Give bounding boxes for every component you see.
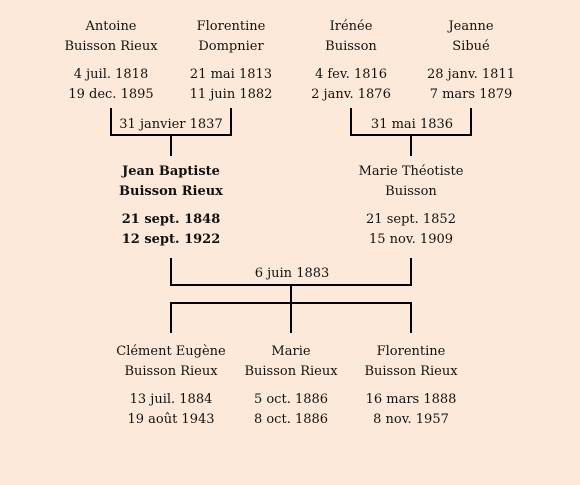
person-dates [346,390,476,430]
birth-date: 4 juil. 1818 [73,67,149,82]
birth-date: 21 mai 1813 [189,67,273,82]
person-clement-eugene-buisson-rieux [106,342,236,430]
person-first-name: Marie [271,344,311,359]
death-date: 7 mars 1879 [429,87,513,102]
death-date: 15 nov. 1909 [368,232,454,247]
person-first-name: Irénée [329,19,373,34]
person-first-name: Antoine [85,19,137,34]
death-date: 19 août 1943 [127,412,215,427]
person-last-name: Buisson Rieux [119,184,223,199]
person-last-name: Sibué [452,39,490,54]
marriage-date-parents: 6 juin 1883 [246,266,338,282]
gp1-right-drop [230,108,232,136]
person-florentine-dompnier [166,17,296,105]
person-first-name: Jean Baptiste [122,164,220,179]
death-date: 8 oct. 1886 [253,412,329,427]
birth-date: 21 sept. 1852 [366,212,456,227]
person-dates [106,210,236,250]
person-last-name: Buisson Rieux [64,39,158,54]
gp2-left-drop [350,108,352,136]
person-last-name: Buisson Rieux [364,364,458,379]
person-jean-baptiste-buisson-rieux [106,162,236,250]
birth-date: 21 sept. 1848 [121,212,221,227]
person-dates [226,390,356,430]
person-dates [46,65,176,105]
person-first-name: Jeanne [448,19,494,34]
person-first-name: Florentine [376,344,446,359]
death-date: 11 juin 1882 [189,87,273,102]
death-date: 12 sept. 1922 [121,232,221,247]
death-date: 8 nov. 1957 [373,412,449,427]
person-first-name: Marie Théotiste [358,164,464,179]
person-marie-buisson-rieux [226,342,356,430]
child3-drop [410,302,412,333]
person-dates [346,210,476,250]
marriage-date-gp1: 31 janvier 1837 [116,117,226,133]
death-date: 19 dec. 1895 [68,87,154,102]
person-irenee-buisson [286,17,416,105]
parent-left-drop [170,258,172,286]
person-first-name: Florentine [196,19,266,34]
person-last-name: Buisson [325,39,377,54]
person-antoine-buisson-rieux [46,17,176,105]
person-marie-theotiste-buisson [346,162,476,250]
birth-date: 13 juil. 1884 [129,392,213,407]
parent-right-drop [410,258,412,286]
gp2-to-mother [410,134,412,156]
child1-drop [170,302,172,333]
gp1-to-father [170,134,172,156]
person-dates [166,65,296,105]
person-last-name: Dompnier [198,39,264,54]
birth-date: 4 fev. 1816 [314,67,388,82]
person-dates [286,65,416,105]
person-dates [106,390,236,430]
birth-date: 5 oct. 1886 [253,392,329,407]
person-last-name: Buisson Rieux [124,364,218,379]
birth-date: 16 mars 1888 [365,392,457,407]
person-jeanne-sibue [406,17,536,105]
marriage-date-gp2: 31 mai 1836 [360,117,464,133]
death-date: 2 janv. 1876 [311,87,391,102]
gp2-right-drop [470,108,472,136]
person-florentine-buisson-rieux [346,342,476,430]
person-last-name: Buisson Rieux [244,364,338,379]
birth-date: 28 janv. 1811 [427,67,515,82]
child2-drop [290,302,292,333]
parent-stem [290,284,292,304]
person-dates [406,65,536,105]
person-first-name: Clément Eugène [116,344,226,359]
gp1-left-drop [110,108,112,136]
person-last-name: Buisson [385,184,437,199]
